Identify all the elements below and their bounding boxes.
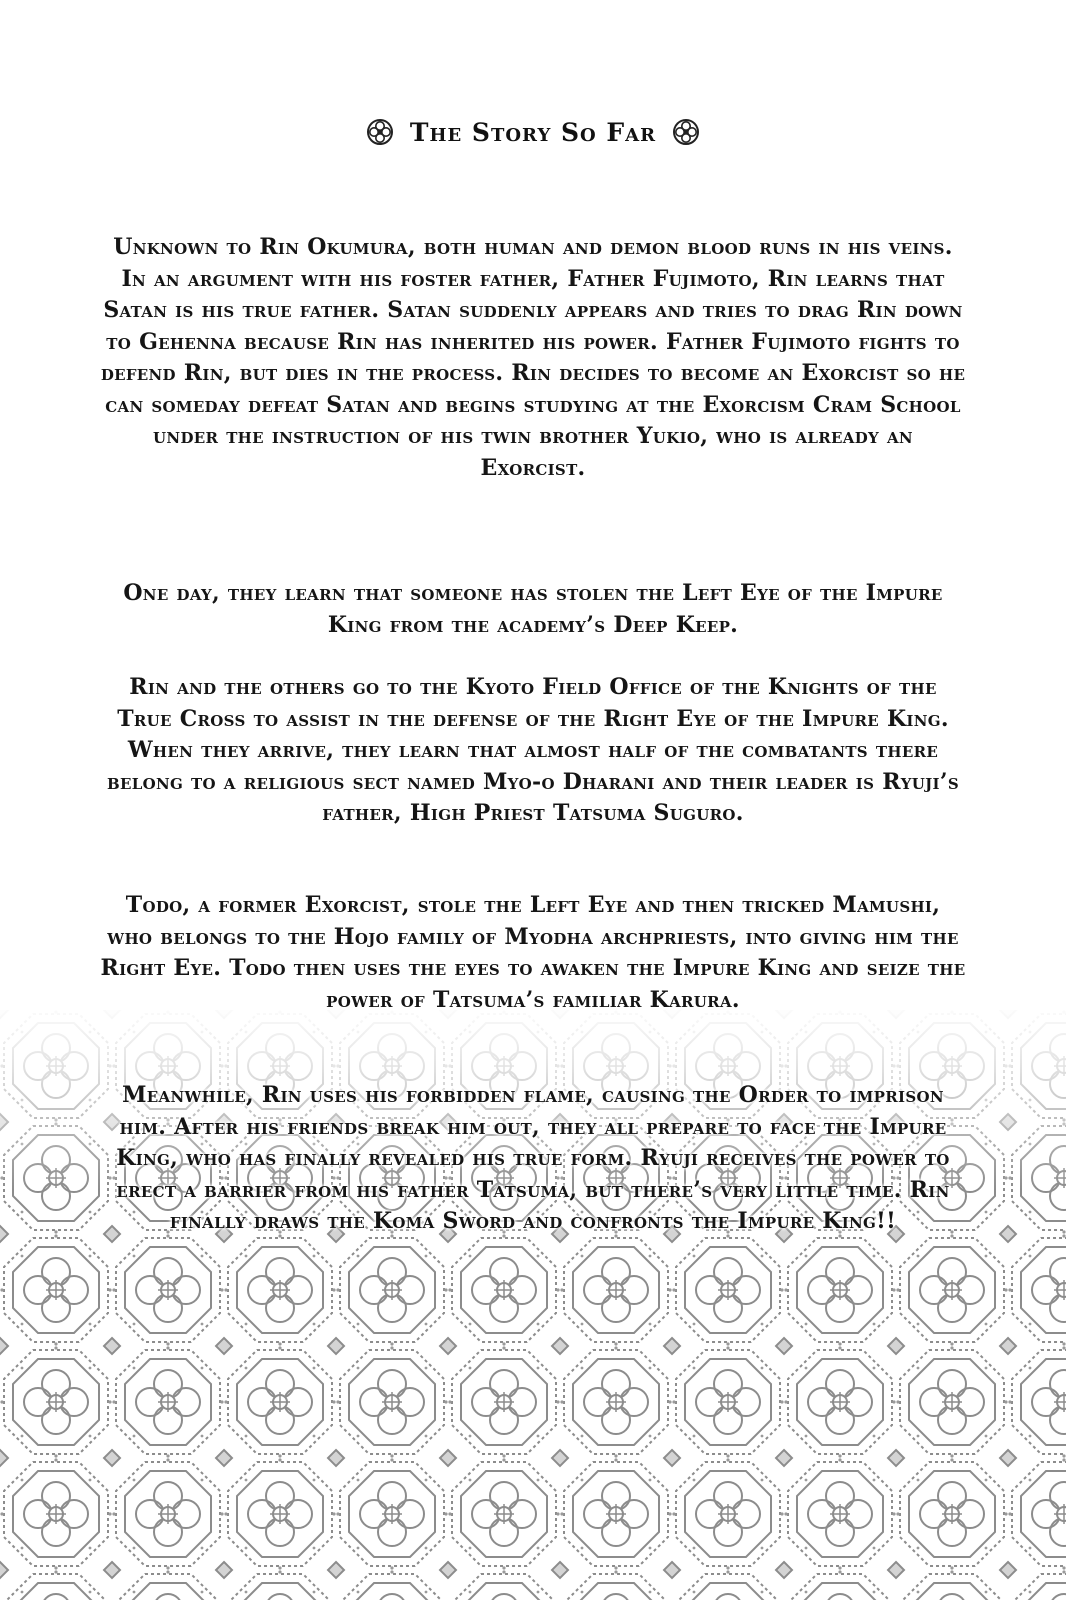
story-paragraph-5: Meanwhile, Rin uses his forbidden flame, causing the Order to imprison him. After his friends break him out, they all prepare to face the Impure King, who has finally revealed his true form. Ryuji receives the power to erect a barrier from his father Tatsuma, but there’s very little time. Rin finally draws the Koma Sword and confronts the Impure King!! <box>116 1082 950 1234</box>
story-paragraph-3: Rin and the others go to the Kyoto Field Office of the Knights of the True Cross to assist in the defense of the Right Eye of the Impure King. When they arrive, they learn that almost half of the combatants there belong to a religious sect named Myo-o Dharani and their leader is Ryuji’s father, High Priest Tatsuma Suguro. <box>107 674 959 826</box>
page-heading <box>0 112 1066 152</box>
story-paragraph-1: Unknown to Rin Okumura, both human and demon blood runs in his veins. In an argument with his foster father, Father Fujimoto, Rin learns that Satan is his true father. Satan suddenly appears and tries to drag Rin down to Gehenna because Rin has inherited his power. Father Fujimoto fights to defend Rin, but dies in the process. Rin decides to become an Exorcist so he can someday defeat Satan and begins studying at the Exorcism Cram School under the instruction of his twin brother Yukio, who is already an Exorcist. <box>100 234 966 481</box>
story-paragraph-2: One day, they learn that someone has stolen the Left Eye of the Impure King from the academy’s Deep Keep. <box>123 580 943 638</box>
rosette-icon <box>672 118 700 146</box>
page-title: The Story So Far <box>409 117 657 147</box>
rosette-icon <box>366 118 394 146</box>
story-paragraph-4: Todo, a former Exorcist, stole the Left Eye and then tricked Mamushi, who belongs to the Hojo family of Myodha archpriests, into giving him the Right Eye. Todo then uses the eyes to awaken the Impure King and seize the power of Tatsuma’s familiar Karura. <box>100 892 966 1013</box>
